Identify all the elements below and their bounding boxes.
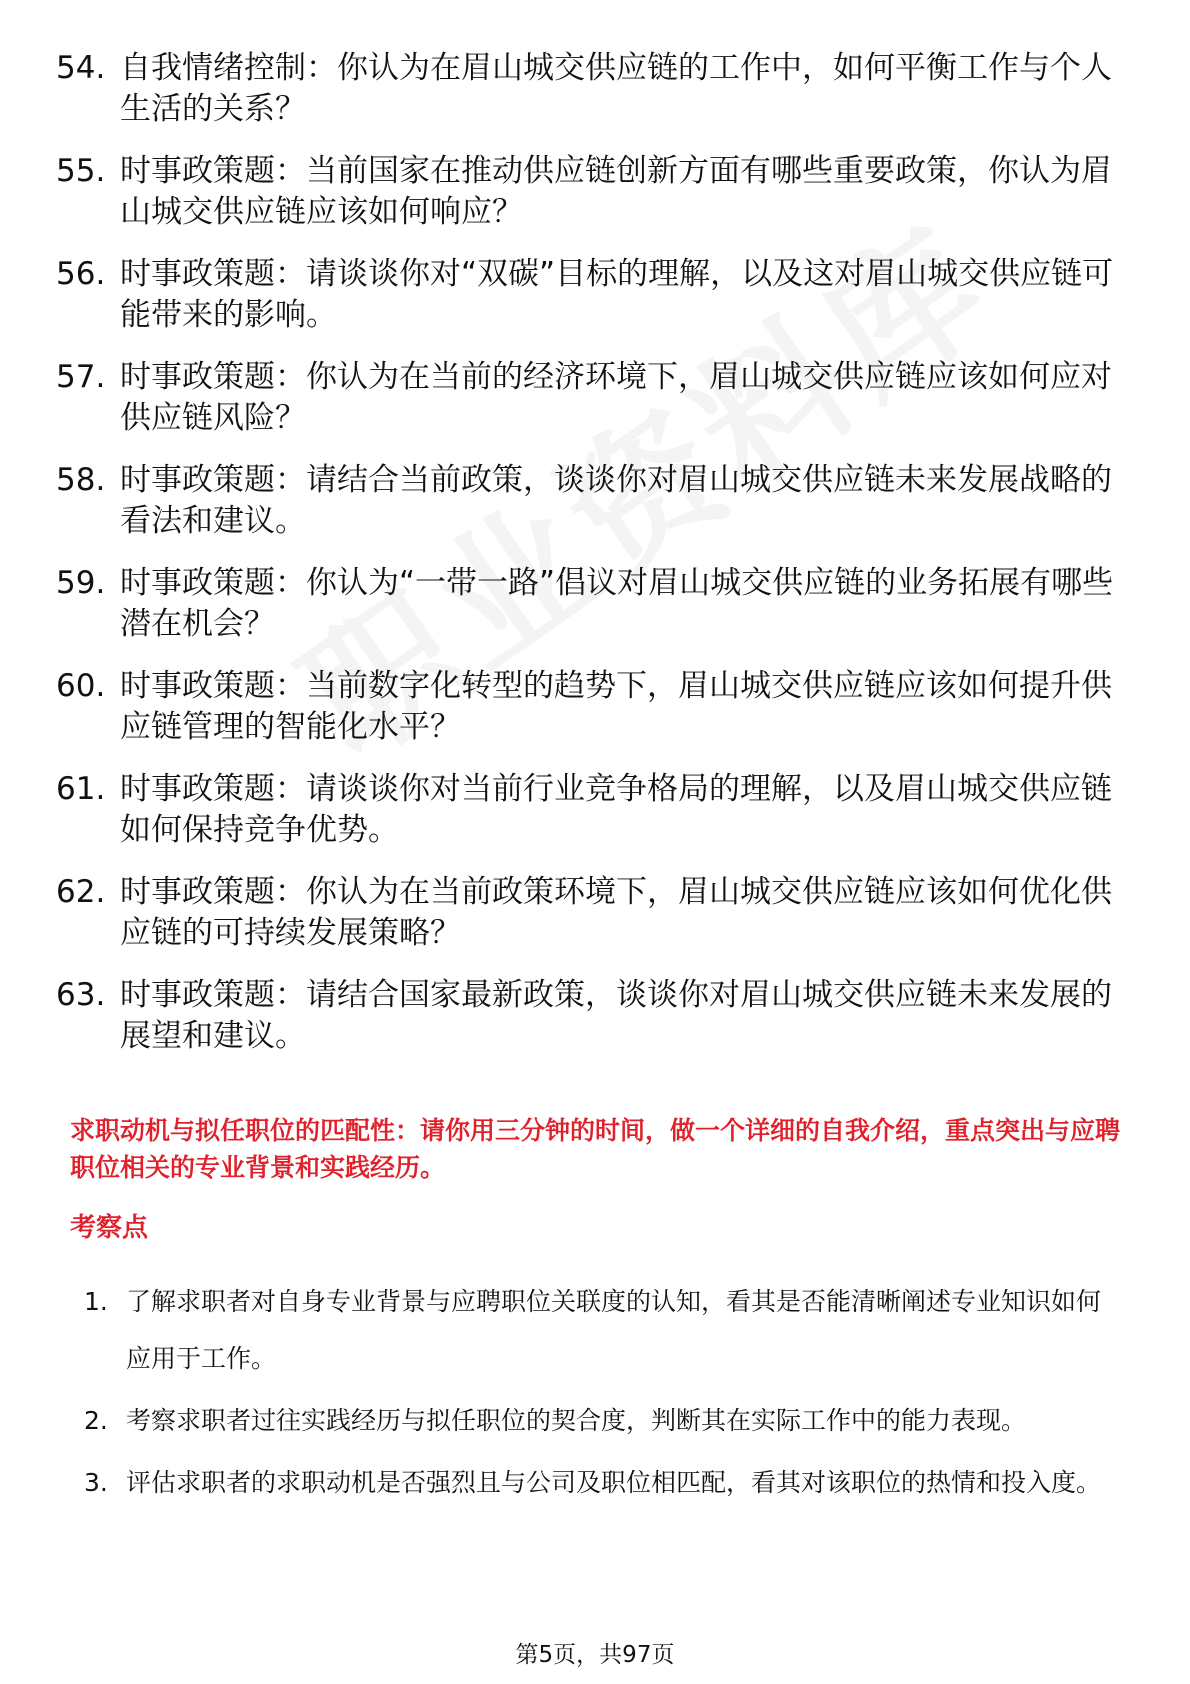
point-number: 3. bbox=[84, 1468, 108, 1497]
question-text: 时事政策题：请谈谈你对当前行业竞争格局的理解，以及眉山城交供应链如何保持竞争优势。 bbox=[120, 771, 1112, 848]
page-footer: 第5页，共97页 bbox=[515, 1642, 675, 1668]
question-number: 57. bbox=[56, 359, 106, 395]
question-item bbox=[56, 975, 1136, 1057]
highlight-question: 求职动机与拟任职位的匹配性：请你用三分钟的时间，做一个详细的自我介绍，重点突出与应聘职位相关的专业背景和实践经历。 bbox=[70, 1116, 1121, 1182]
inspection-point bbox=[84, 1454, 1124, 1511]
question-item bbox=[56, 872, 1136, 954]
question-text: 时事政策题：你认为“一带一路”倡议对眉山城交供应链的业务拓展有哪些潜在机会？ bbox=[120, 565, 1114, 642]
point-text: 了解求职者对自身专业背景与应聘职位关联度的认知，看其是否能清晰阐述专业知识如何应用于工作。 bbox=[126, 1287, 1102, 1373]
point-text: 考察求职者过往实践经历与拟任职位的契合度，判断其在实际工作中的能力表现。 bbox=[126, 1406, 1027, 1435]
question-text: 时事政策题：请结合当前政策，谈谈你对眉山城交供应链未来发展战略的看法和建议。 bbox=[120, 462, 1112, 539]
question-item bbox=[56, 460, 1136, 542]
question-number: 59. bbox=[56, 565, 106, 601]
question-number: 55. bbox=[56, 153, 106, 189]
question-item bbox=[56, 563, 1136, 645]
question-text: 时事政策题：当前国家在推动供应链创新方面有哪些重要政策，你认为眉山城交供应链应该如何响应？ bbox=[120, 153, 1112, 230]
inspection-points bbox=[84, 1273, 1124, 1516]
question-item bbox=[56, 769, 1136, 851]
point-number: 1. bbox=[84, 1287, 108, 1316]
question-number: 61. bbox=[56, 771, 106, 807]
question-text: 自我情绪控制：你认为在眉山城交供应链的工作中，如何平衡工作与个人生活的关系？ bbox=[120, 50, 1112, 127]
question-number: 62. bbox=[56, 874, 106, 910]
question-number: 63. bbox=[56, 977, 106, 1013]
question-item bbox=[56, 666, 1136, 748]
question-list bbox=[56, 48, 1136, 1078]
question-number: 54. bbox=[56, 50, 106, 86]
question-item bbox=[56, 151, 1136, 233]
question-text: 时事政策题：你认为在当前的经济环境下，眉山城交供应链应该如何应对供应链风险？ bbox=[120, 359, 1112, 436]
inspection-point bbox=[84, 1273, 1124, 1387]
question-text: 时事政策题：请结合国家最新政策，谈谈你对眉山城交供应链未来发展的展望和建议。 bbox=[120, 977, 1112, 1054]
question-item bbox=[56, 48, 1136, 130]
question-item bbox=[56, 254, 1136, 336]
question-number: 56. bbox=[56, 256, 106, 292]
inspection-heading: 考察点 bbox=[70, 1213, 149, 1243]
point-number: 2. bbox=[84, 1406, 108, 1435]
question-text: 时事政策题：请谈谈你对“双碳”目标的理解，以及这对眉山城交供应链可能带来的影响。 bbox=[120, 256, 1114, 333]
question-item bbox=[56, 357, 1136, 439]
question-text: 时事政策题：当前数字化转型的趋势下，眉山城交供应链应该如何提升供应链管理的智能化水平？ bbox=[120, 668, 1112, 745]
point-text: 评估求职者的求职动机是否强烈且与公司及职位相匹配，看其对该职位的热情和投入度。 bbox=[126, 1468, 1102, 1497]
question-number: 60. bbox=[56, 668, 106, 704]
question-text: 时事政策题：你认为在当前政策环境下，眉山城交供应链应该如何优化供应链的可持续发展策略？ bbox=[120, 874, 1112, 951]
question-number: 58. bbox=[56, 462, 106, 498]
inspection-point bbox=[84, 1392, 1124, 1449]
